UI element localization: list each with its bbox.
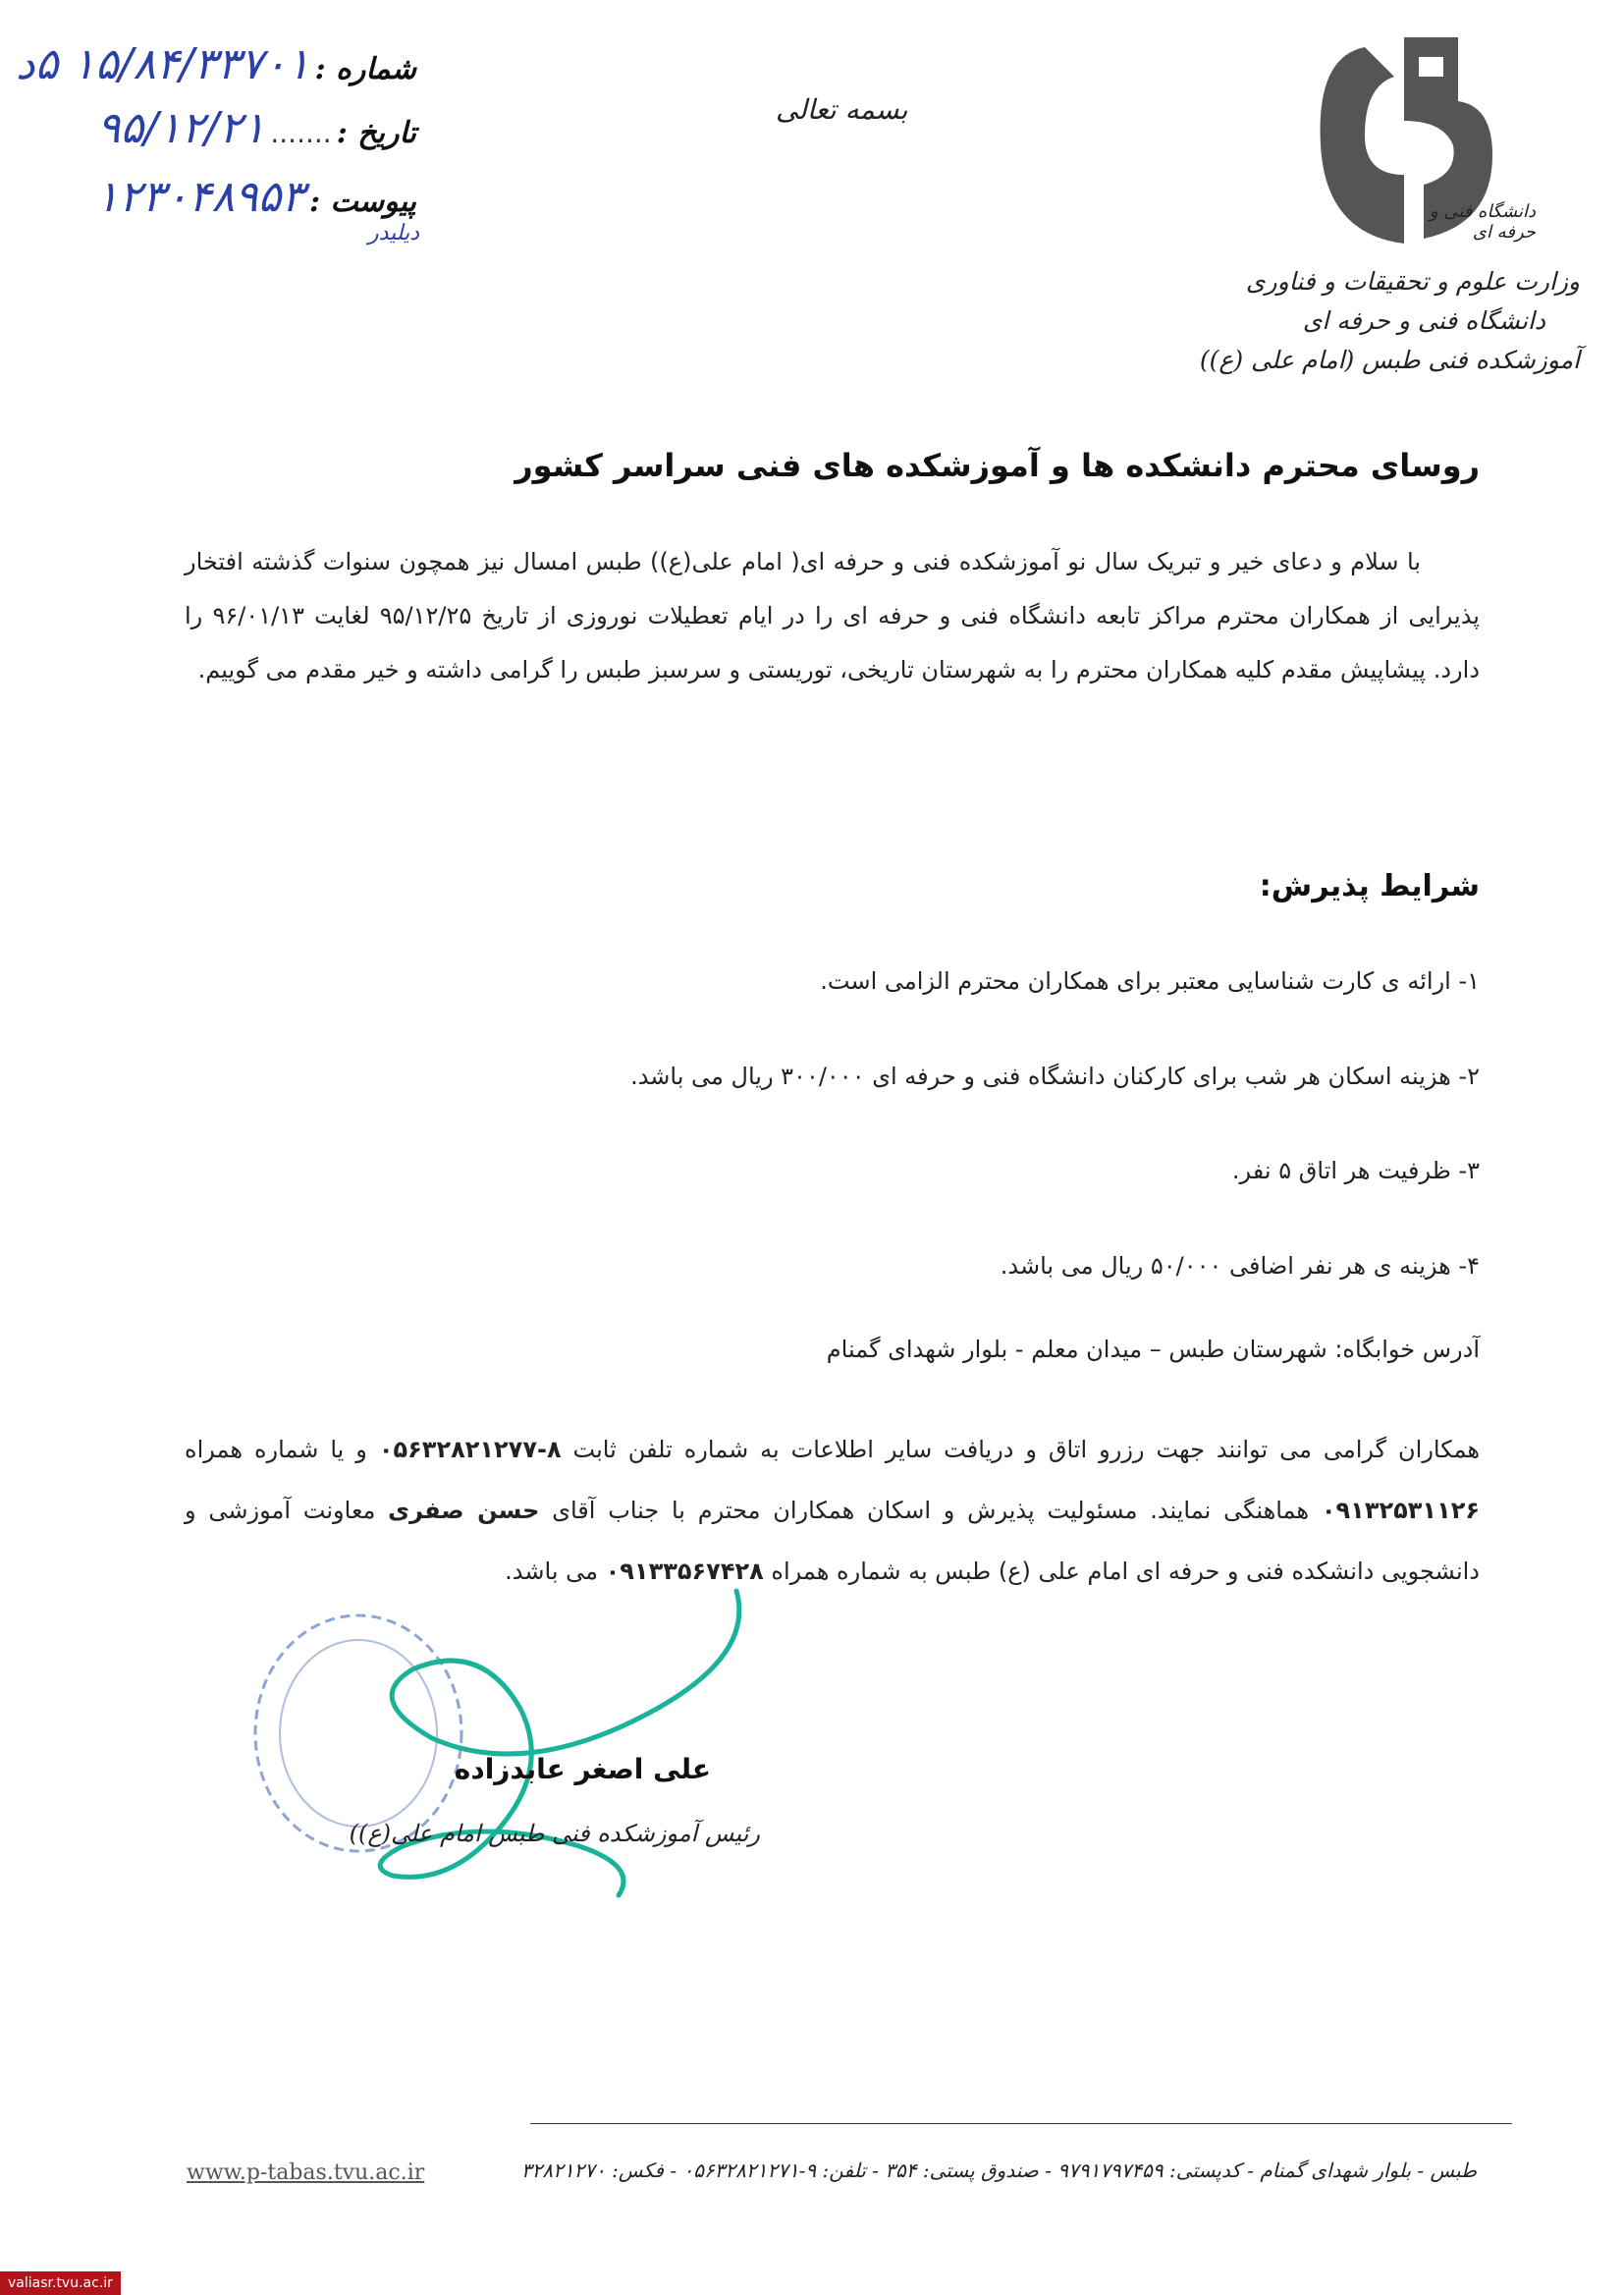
condition-item: ۳- ظرفیت هر اتاق ۵ نفر.	[1231, 1157, 1480, 1184]
letter-number-value: ۱۵/۸۴/۳۳۷۰۱ ۵د	[15, 39, 310, 89]
letter-date-label: تاریخ :	[336, 116, 416, 150]
contact-text: معاونت آموزشی و دانشجویی دانشکده فنی و حرفه ای امام علی (ع) طبس به شماره همراه	[185, 1497, 1480, 1585]
recipient-heading: روسای محترم دانشکده ها و آموزشکده های فنی سراسر کشور	[514, 447, 1480, 484]
basmala: بسمه تعالی	[776, 93, 908, 126]
letter-attachment-value: ۱۲۳۰۴۸۹۵۳	[95, 172, 304, 222]
letter-attachment-label: پیوست :	[308, 185, 416, 219]
intro-paragraph: با سلام و دعای خیر و تبریک سال نو آموزشکده فنی و حرفه ای( امام علی(ع)) طبس امسال نیز همچون سنوات گذشته افتخار پذیرایی از همکاران محترم مراکز تابعه دانشگاه فنی و حرفه ای را در ایام تعطیلات نوروزی از تاریخ ۹۵/۱۲/۲۵ لغایت ۹۶/۰۱/۱۳ را دارد. پیشاپیش مقدم کلیه همکاران محترم را به شهرستان تاریخی، توریستی و سرسبز طبس را گرامی داشته و خیر مقدم می گوییم.	[185, 548, 1480, 683]
letter-number-row	[16, 39, 416, 89]
contact-text: همکاران گرامی می توانند جهت رزرو اتاق و دریافت سایر اطلاعات به شماره تلفن ثابت	[561, 1436, 1481, 1463]
contact-text: هماهنگی نمایند. مسئولیت پذیرش و اسکان همکاران محترم با جناب آقای	[539, 1497, 1322, 1524]
condition-item: ۴- هزینه ی هر نفر اضافی ۵۰/۰۰۰ ریال می باشد.	[1000, 1252, 1480, 1280]
contact-person-name: حسن صفری	[388, 1497, 540, 1524]
dotted-leader: .......	[270, 117, 332, 149]
logo-college-line: آموزشکده فنی طبس (امام علی (ع))	[1199, 346, 1580, 374]
footer-website-link[interactable]: www.p-tabas.tvu.ac.ir	[187, 2160, 425, 2185]
mobile-phone: ۰۹۱۳۲۵۳۱۱۲۶	[1321, 1497, 1481, 1524]
dormitory-address: آدرس خوابگاه: شهرستان طبس – میدان معلم - بلوار شهدای گمنام	[826, 1336, 1480, 1363]
footer-address: طبس - بلوار شهدای گمنام - کدپستی: ۹۷۹۱۷۹۷۴۵۹ - صندوق پستی: ۳۵۴ - تلفن: ۹-۰۵۶۳۲۸۲۱۲۷۱ - فکس: ۳۲۸۲۱۲۷۰	[520, 2158, 1477, 2182]
attachment-handwritten-note: دیلیدر	[368, 221, 420, 246]
letter-date-row	[97, 103, 416, 153]
contact-person-phone: ۰۹۱۳۳۵۶۷۴۲۸	[605, 1557, 764, 1585]
landline-phone: ۸-۰۵۶۳۲۸۲۱۲۷۷	[378, 1436, 562, 1463]
letter-number-label: شماره :	[314, 52, 416, 86]
conditions-heading: شرایط پذیرش:	[1259, 869, 1480, 903]
logo-university-line: دانشگاه فنی و حرفه ای	[1302, 306, 1545, 335]
letter-attachment-row	[95, 172, 416, 222]
footer-divider	[530, 2123, 1512, 2124]
contact-text: و یا شماره همراه	[185, 1436, 379, 1463]
logo-small-text: دانشگاه فنی و حرفه ای	[1429, 201, 1536, 243]
handwritten-signature	[324, 1571, 766, 1905]
signatory-title: رئیس آموزشکده فنی طبس امام علی(ع))	[349, 1820, 760, 1847]
condition-item: ۱- ارائه ی کارت شناسایی معتبر برای همکاران محترم الزامی است.	[820, 967, 1480, 995]
condition-item: ۲- هزینه اسکان هر شب برای کارکنان دانشگاه فنی و حرفه ای ۳۰۰/۰۰۰ ریال می باشد.	[630, 1063, 1480, 1090]
signatory-name: علی اصغر عابدزاده	[454, 1753, 711, 1785]
contact-text: می باشد.	[505, 1557, 606, 1585]
source-watermark: valiasr.tvu.ac.ir	[0, 2271, 121, 2295]
letter-date-value: ۹۵/۱۲/۲۱	[96, 103, 266, 153]
logo-ministry-line: وزارت علوم و تحقیقات و فناوری	[1245, 267, 1580, 296]
